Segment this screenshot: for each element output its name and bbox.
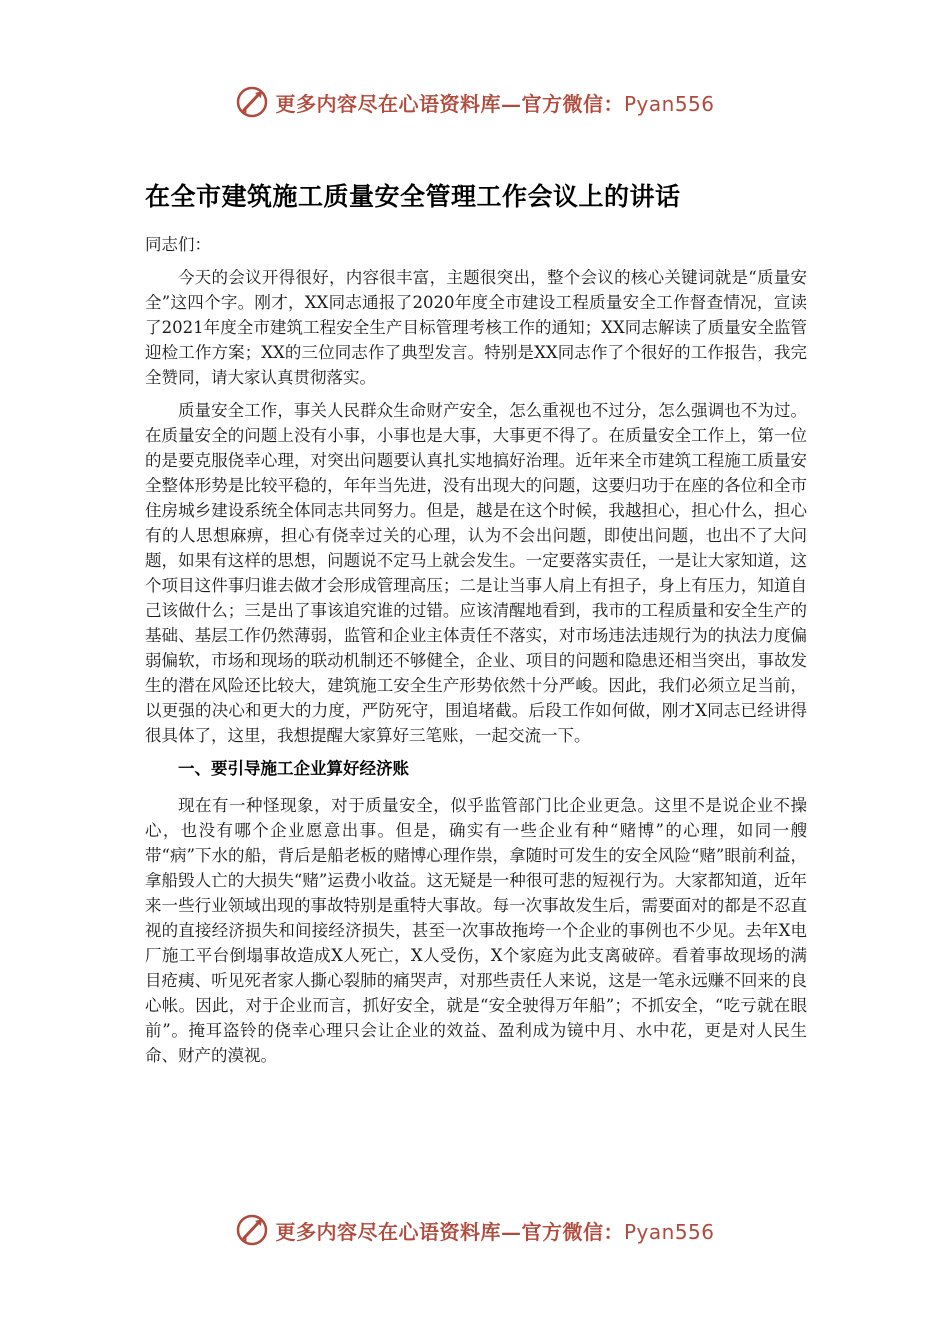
section-heading: 一、要引导施工企业算好经济账 [178,759,409,778]
paragraph: 现在有一种怪现象，对于质量安全，似乎监管部门比企业更急。这里不是说企业不操心，也没有哪个企业愿意出事。但是，确实有一些企业有种“赌博”的心理，如同一艘带“病”下水的船，背后是船老板的赌博心理作祟，拿随时可发生的安全风险“赌”眼前利益，拿船毁人亡的大损失“赌”运费小收益。这无疑是一种很可悲的短视行为。大家都知道，近年来一些行业领域出现的事故特别是重特大事故。每一次事故发生后，需要面对的都是不忍直视的直接经济损失和间接经济损失，甚至一次事故拖垮一个企业的事例也不少见。去年X电厂施工平台倒塌事故造成X人死亡，X人受伤，X个家庭为此支离破碎。看着事故现场的满目疮痍、听见死者家人撕心裂肺的痛哭声，对那些责任人来说，这是一笔永远赚不回来的良心帐。因此，对于企业而言，抓好安全，就是“安全驶得万年船”；不抓安全，“吃亏就在眼前”。掩耳盗铃的侥幸心理只会让企业的效益、盈利成为镜中月、水中花，更是对人民生命、财产的漠视。 [145,796,807,1065]
footer-banner [0,1208,950,1252]
salutation: 同志们： [145,235,211,254]
banner-wechat-id: Pyan556 [623,91,715,116]
paragraph: 今天的会议开得很好，内容很丰富，主题很突出，整个会议的核心关键词就是“质量安全”这四个字。刚才，XX同志通报了2020年度全市建设工程质量安全工作督查情况，宣读了2021年度全市建筑工程安全生产目标管理考核工作的通知；XX同志解读了质量安全监管迎检工作方案；XX的三位同志作了典型发言。特别是XX同志作了个很好的工作报告，我完全赞同，请大家认真贯彻落实。 [145,268,807,387]
document-body [145,232,807,1076]
banner-text [275,1216,714,1245]
pen-circle-icon [235,85,269,119]
page-title: 在全市建筑施工质量安全管理工作会议上的讲话 [145,182,681,211]
banner-slogan: 更多内容尽在心语资料库—官方微信： [275,91,624,116]
banner-slogan: 更多内容尽在心语资料库—官方微信： [275,1219,624,1244]
header-banner [0,80,950,124]
pen-circle-icon [235,1213,269,1247]
banner-wechat-id: Pyan556 [623,1219,715,1244]
paragraph: 质量安全工作，事关人民群众生命财产安全，怎么重视也不过分，怎么强调也不为过。在质量安全的问题上没有小事，小事也是大事，大事更不得了。在质量安全工作上，第一位的是要克服侥幸心理，对突出问题要认真扎实地搞好治理。近年来全市建筑工程施工质量安全整体形势是比较平稳的，年年当先进，没有出现大的问题，这要归功于在座的各位和全市住房城乡建设系统全体同志共同努力。但是，越是在这个时候，我越担心，担心什么，担心有的人思想麻痹，担心有侥幸过关的心理，认为不会出问题，即使出问题，也出不了大问题，如果有这样的思想，问题说不定马上就会发生。一定要落实责任，一是让大家知道，这个项目这件事归谁去做才会形成管理高压；二是让当事人肩上有担子，身上有压力，知道自己该做什么；三是出了事该追究谁的过错。应该清醒地看到，我市的工程质量和安全生产的基础、基层工作仍然薄弱，监管和企业主体责任不落实，对市场违法违规行为的执法力度偏弱偏软，市场和现场的联动机制还不够健全，企业、项目的问题和隐患还相当突出，事故发生的潜在风险还比较大，建筑施工安全生产形势依然十分严峻。因此，我们必须立足当前，以更强的决心和更大的力度，严防死守，围追堵截。后段工作如何做，刚才X同志已经讲得很具体了，这里，我想提醒大家算好三笔账，一起交流一下。 [145,401,807,745]
banner-text [275,88,714,117]
